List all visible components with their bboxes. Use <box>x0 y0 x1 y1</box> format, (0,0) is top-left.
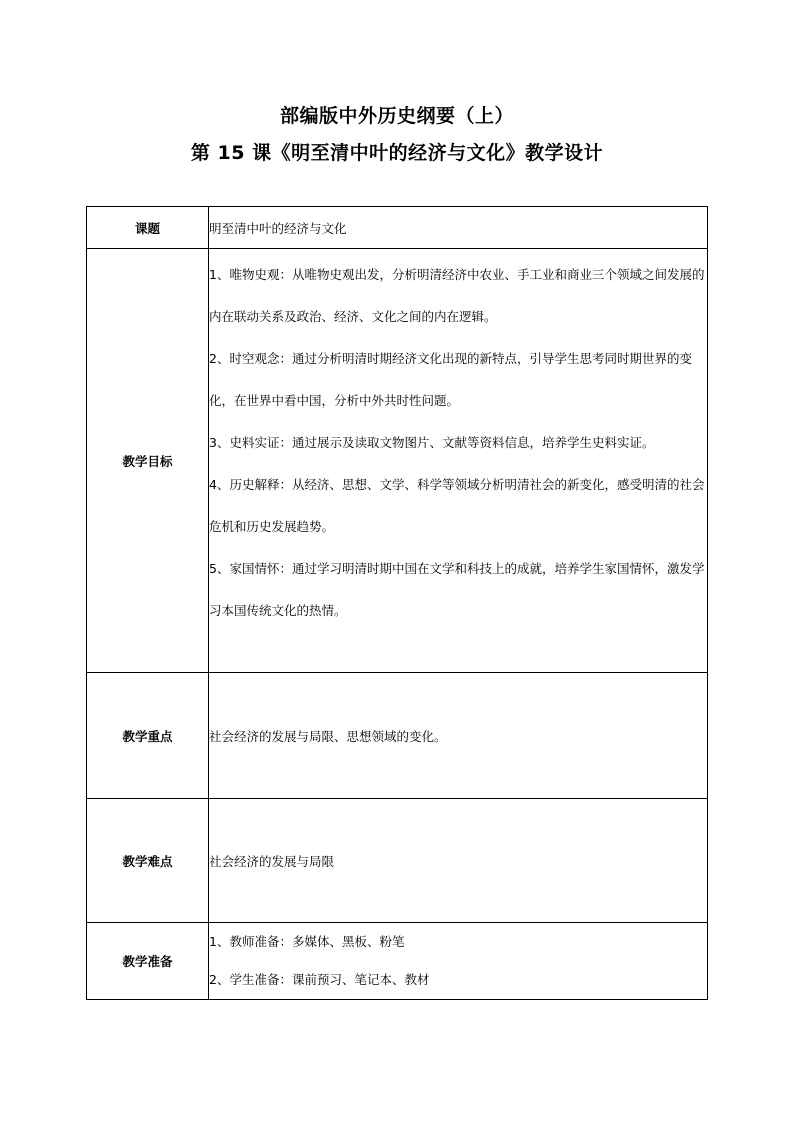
objectives-label: 教学目标 <box>87 249 209 673</box>
objective-item: 4、历史解释：从经济、思想、文学、科学等领域分析明清社会的新变化，感受明清的社会危机和历史发展趋势。 <box>209 477 705 534</box>
objective-item: 5、家国情怀：通过学习明清时期中国在文学和科技上的成就，培养学生家国情怀，激发学习本国传统文化的热情。 <box>209 561 705 618</box>
objective-item: 3、史料实证：通过展示及读取文物图片、文献等资料信息，培养学生史料实证。 <box>209 435 655 450</box>
preparation-content <box>209 923 708 1000</box>
key-points-value: 社会经济的发展与局限、思想领域的变化。 <box>209 673 708 799</box>
objective-item: 1、唯物史观：从唯物史观出发，分析明清经济中农业、手工业和商业三个领域之间发展的内在联动关系及政治、经济、文化之间的内在逻辑。 <box>209 267 705 324</box>
difficulties-label: 教学难点 <box>87 799 209 923</box>
key-points-label: 教学重点 <box>87 673 209 799</box>
topic-value: 明至清中叶的经济与文化 <box>209 207 708 249</box>
preparation-item: 1、教师准备：多媒体、黑板、粉笔 <box>209 934 405 949</box>
difficulties-value: 社会经济的发展与局限 <box>209 799 708 923</box>
objective-item: 2、时空观念：通过分析明清时期经济文化出现的新特点，引导学生思考同时期世界的变化，在世界中看中国，分析中外共时性问题。 <box>209 351 692 408</box>
document-title: 部编版中外历史纲要（上） <box>279 105 514 127</box>
table-row-key-points <box>87 673 708 799</box>
preparation-item: 2、学生准备：课前预习、笔记本、教材 <box>209 972 430 987</box>
objectives-content <box>209 249 708 673</box>
table-row-topic <box>87 207 708 249</box>
document-subtitle: 第 15 课《明至清中叶的经济与文化》教学设计 <box>190 142 604 164</box>
table-row-preparation <box>87 923 708 1000</box>
table-row-objectives <box>87 249 708 673</box>
table-row-difficulties <box>87 799 708 923</box>
topic-label: 课题 <box>87 207 209 249</box>
lesson-plan-table <box>86 206 708 1000</box>
preparation-label: 教学准备 <box>87 923 209 1000</box>
